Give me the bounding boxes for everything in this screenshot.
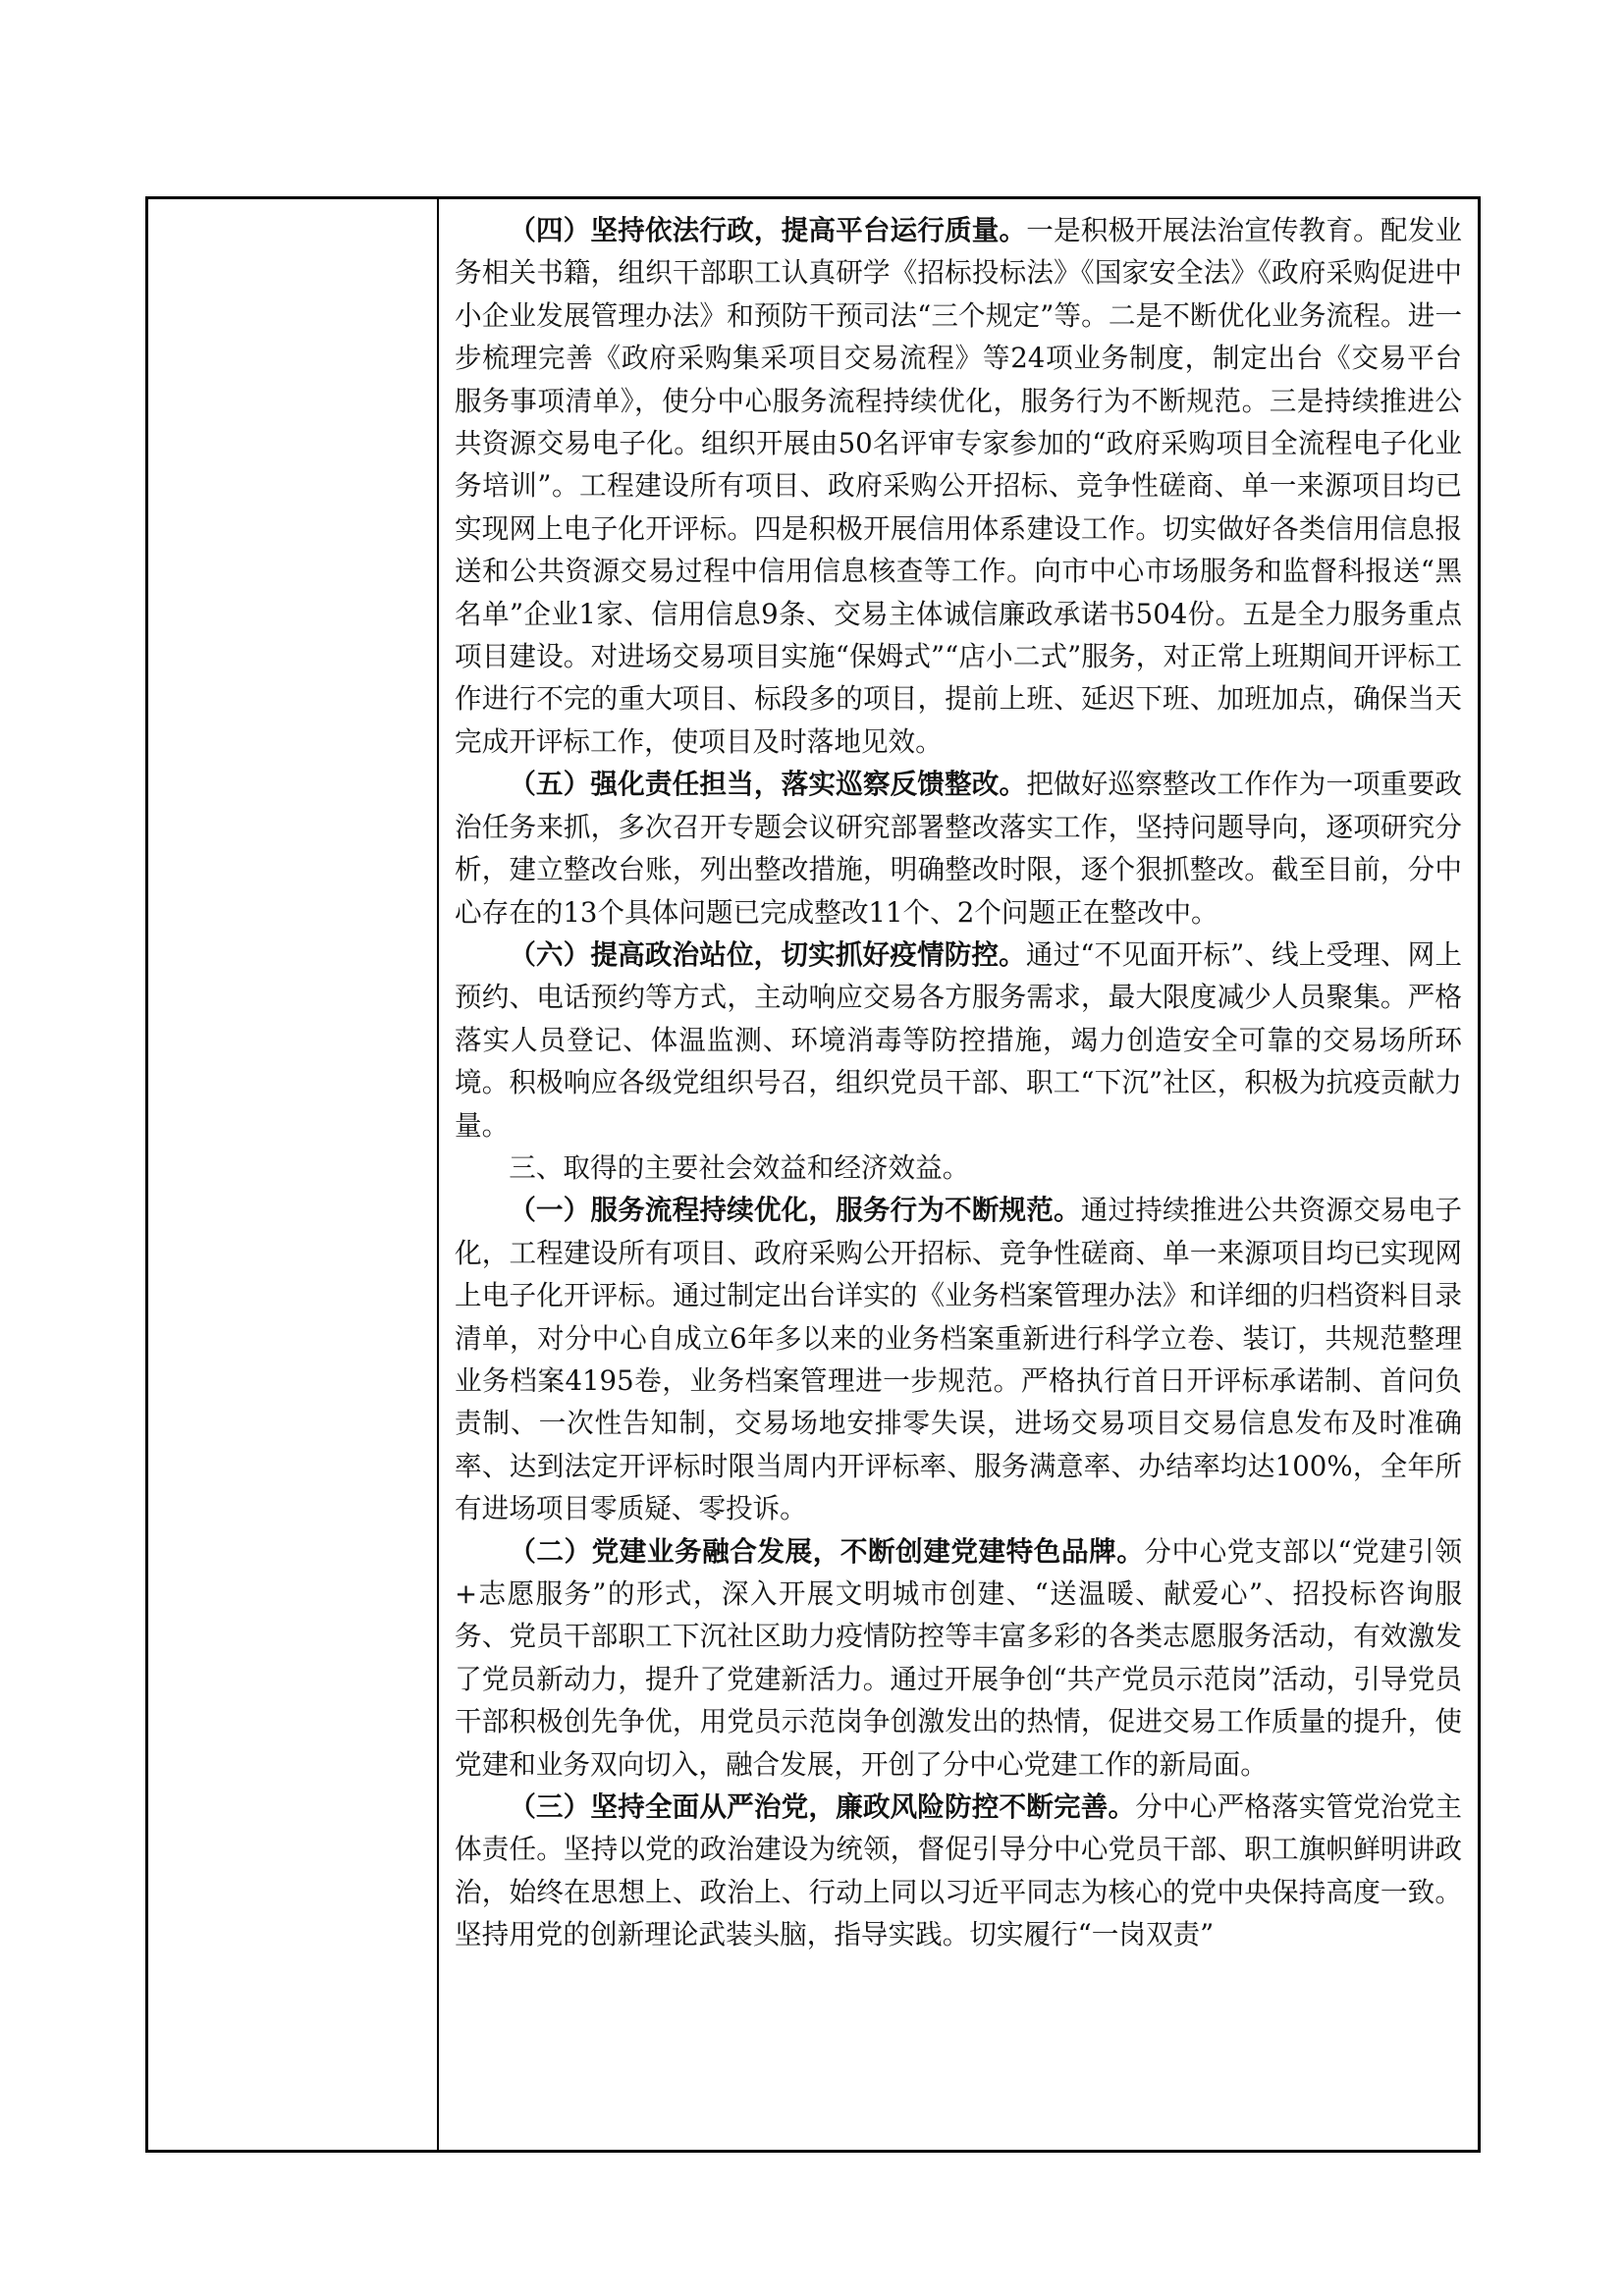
paragraph-service-optimization: [455, 1189, 1462, 1529]
paragraph-body: 通过“不见面开标”、线上受理、网上预约、电话预约等方式，主动响应交易各方服务需求，最大限度减少人员聚集。严格落实人员登记、体温监测、环境消毒等防控措施，竭力创造安全可靠的交易场所环境。积极响应各级党组织号召，组织党员干部、职工“下沉”社区，积极为抗疫贡献力量。: [455, 937, 1462, 1142]
table-label-cell: [148, 199, 439, 2150]
paragraph-body: 分中心严格落实管党治党主体责任。坚持以党的政治建设为统领，督促引导分中心党员干部、职工旗帜鲜明讲政治，始终在思想上、政治上、行动上同以习近平同志为核心的党中央保持高度一致。坚持用党的创新理论武装头脑，指导实践。切实履行“一岗双责”: [455, 1790, 1462, 1951]
paragraph-heading: （六）提高政治站位，切实抓好疫情防控。: [509, 937, 1026, 971]
section-title: 三、取得的主要社会效益和经济效益。: [509, 1150, 970, 1184]
paragraph-body: 一是积极开展法治宣传教育。配发业务相关书籍，组织干部职工认真研学《招标投标法》《国家安全法》《政府采购促进中小企业发展管理办法》和预防干预司法“三个规定”等。二是不断优化业务流程。进一步梳理完善《政府采购集采项目交易流程》等24项业务制度，制定出台《交易平台服务事项清单》，使分中心服务流程持续优化，服务行为不断规范。三是持续推进公共资源交易电子化。组织开展由50名评审专家参加的“政府采购项目全流程电子化业务培训”。工程建设所有项目、政府采购公开招标、竞争性磋商、单一来源项目均已实现网上电子化开评标。四是积极开展信用体系建设工作。切实做好各类信用信息报送和公共资源交易过程中信用信息核查等工作。向市中心市场服务和监督科报送“黑名单”企业1家、信用信息9条、交易主体诚信廉政承诺书504份。五是全力服务重点项目建设。对进场交易项目实施“保姆式”“店小二式”服务，对正常上班期间开评标工作进行不完的重大项目、标段多的项目，提前上班、延迟下班、加班加点，确保当天完成开评标工作，使项目及时落地见效。: [455, 214, 1462, 758]
table-content-cell: [439, 199, 1478, 2150]
section-heading-benefits: [455, 1147, 1462, 1189]
paragraph-inspection-rectification: [455, 763, 1462, 934]
form-table: [145, 196, 1481, 2153]
paragraph-heading: （二）党建业务融合发展，不断创建党建特色品牌。: [509, 1534, 1145, 1568]
paragraph-party-discipline: [455, 1786, 1462, 1956]
paragraph-body: 分中心党支部以“党建引领+志愿服务”的形式，深入开展文明城市创建、“送温暖、献爱心”、招投标咨询服务、党员干部职工下沉社区助力疫情防控等丰富多彩的各类志愿服务活动，有效激发了党员新动力，提升了党建新活力。通过开展争创“共产党员示范岗”活动，引导党员干部积极创先争优，用党员示范岗争创激发出的热情，促进交易工作质量的提升，使党建和业务双向切入，融合发展，开创了分中心党建工作的新局面。: [455, 1534, 1462, 1781]
paragraph-body: 通过持续推进公共资源交易电子化，工程建设所有项目、政府采购公开招标、竞争性磋商、单一来源项目均已实现网上电子化开评标。通过制定出台详实的《业务档案管理办法》和详细的归档资料目录清单，对分中心自成立6年多以来的业务档案重新进行科学立卷、装订，共规范整理业务档案4195卷，业务档案管理进一步规范。严格执行首日开评标承诺制、首问负责制、一次性告知制，交易场地安排零失误，进场交易项目交易信息发布及时准确率、达到法定开评标时限当周内开评标率、服务满意率、办结率均达100%，全年所有进场项目零质疑、零投诉。: [455, 1194, 1462, 1525]
paragraph-heading: （五）强化责任担当，落实巡察反馈整改。: [509, 768, 1027, 801]
paragraph-heading: （四）坚持依法行政，提高平台运行质量。: [509, 214, 1027, 246]
paragraph-heading: （一）服务流程持续优化，服务行为不断规范。: [509, 1194, 1081, 1227]
paragraph-heading: （三）坚持全面从严治党，廉政风险防控不断完善。: [509, 1790, 1136, 1824]
paragraph-epidemic-prevention: [455, 934, 1462, 1147]
paragraph-rule-of-law: [455, 209, 1462, 763]
paragraph-body: 把做好巡察整改工作作为一项重要政治任务来抓，多次召开专题会议研究部署整改落实工作，坚持问题导向，逐项研究分析，建立整改台账，列出整改措施，明确整改时限，逐个狠抓整改。截至目前，分中心存在的13个具体问题已完成整改11个、2个问题正在整改中。: [455, 768, 1462, 929]
paragraph-party-building: [455, 1530, 1462, 1786]
